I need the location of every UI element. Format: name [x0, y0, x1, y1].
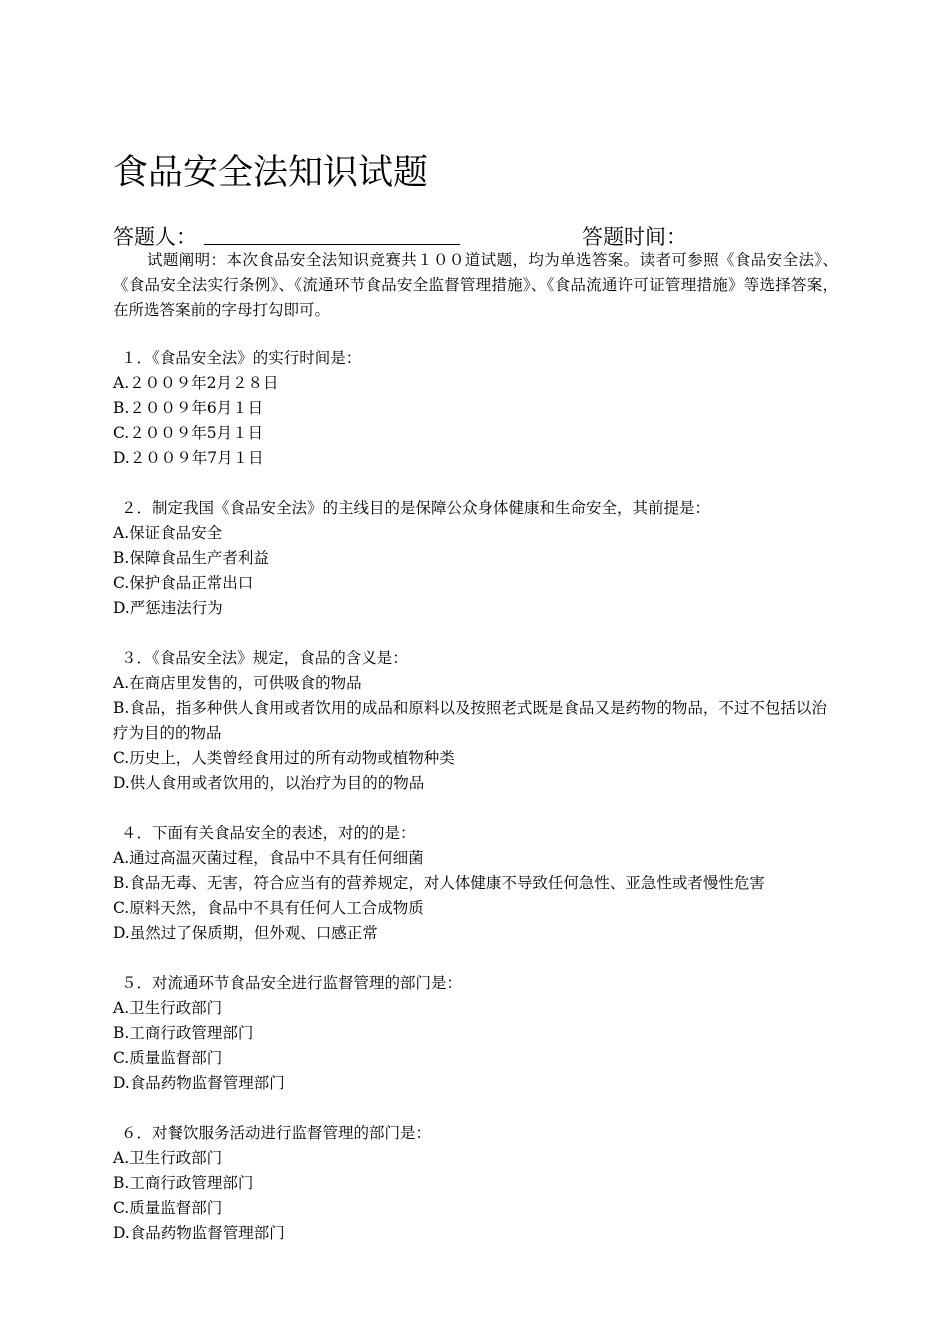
- answer-option: B.食品无毒、无害，符合应当有的营养规定，对人体健康不导致任何急性、亚急性或者慢性危害: [113, 874, 765, 892]
- question-item: [113, 646, 841, 796]
- question-item: [113, 346, 841, 471]
- question-item: [113, 971, 841, 1096]
- question-item: [113, 1121, 841, 1246]
- instructions-paragraph: 试题阐明：本次食品安全法知识竞赛共１００道试题，均为单选答案。读者可参照《食品安全法》、《食品安全法实行条例》、《流通环节食品安全监督管理措施》、《食品流通许可证管理措施》等选择答案，在所选答案前的字母打勾即可。: [113, 251, 838, 319]
- answer-option: B.工商行政管理部门: [113, 1024, 254, 1042]
- answer-option: D.食品药物监督管理部门: [113, 1074, 285, 1092]
- respondent-blank-line: [204, 244, 460, 245]
- answer-option: C.质量监督部门: [113, 1199, 223, 1217]
- answer-option: D.严惩违法行为: [113, 599, 223, 617]
- answer-option: A.卫生行政部门: [113, 999, 223, 1017]
- answer-option: A.卫生行政部门: [113, 1149, 223, 1167]
- answer-option: A.在商店里发售的，可供吸食的物品: [113, 674, 362, 692]
- answer-option: B.２００９年6月１日: [113, 399, 264, 417]
- answer-option: C.２００９年5月１日: [113, 424, 264, 442]
- question-stem: ６．对餐饮服务活动进行监督管理的部门是：: [121, 1124, 432, 1142]
- answer-option: D.虽然过了保质期，但外观、口感正常: [113, 924, 378, 942]
- answer-option: D.２００９年7月１日: [113, 449, 264, 467]
- answer-option: A.２００９年2月２８日: [113, 374, 279, 392]
- answer-option: C.历史上，人类曾经食用过的所有动物或植物种类: [113, 749, 455, 767]
- answer-option: D.食品药物监督管理部门: [113, 1224, 285, 1242]
- question-stem: ２．制定我国《食品安全法》的主线目的是保障公众身体健康和生命安全，其前提是：: [121, 499, 711, 517]
- answer-time-label: 答题时间：: [582, 225, 687, 249]
- question-stem: １．《食品安全法》的实行时间是：: [121, 349, 362, 367]
- respondent-label: 答题人：: [113, 225, 197, 249]
- answer-option: D.供人食用或者饮用的，以治疗为目的的物品: [113, 774, 425, 792]
- answer-option: B.食品，指多种供人食用或者饮用的成品和原料以及按照老式既是食品又是药物的物品，不过不包括以治疗为目的的物品: [113, 699, 827, 742]
- answer-option: B.保障食品生产者利益: [113, 549, 269, 567]
- page-title: 食品安全法知识试题: [113, 153, 429, 193]
- question-stem: ３．《食品安全法》规定，食品的含义是：: [121, 649, 408, 667]
- question-list: [113, 346, 841, 1271]
- question-item: [113, 821, 841, 946]
- question-stem: ５．对流通环节食品安全进行监督管理的部门是：: [121, 974, 463, 992]
- answer-option: C.原料天然，食品中不具有任何人工合成物质: [113, 899, 424, 917]
- answer-option: C.质量监督部门: [113, 1049, 223, 1067]
- answer-option: A.通过高温灭菌过程，食品中不具有任何细菌: [113, 849, 424, 867]
- answer-option: C.保护食品正常出口: [113, 574, 254, 592]
- answer-option: A.保证食品安全: [113, 524, 223, 542]
- question-item: [113, 496, 841, 621]
- question-stem: ４．下面有关食品安全的表述，对的的是：: [121, 824, 416, 842]
- answer-option: B.工商行政管理部门: [113, 1174, 254, 1192]
